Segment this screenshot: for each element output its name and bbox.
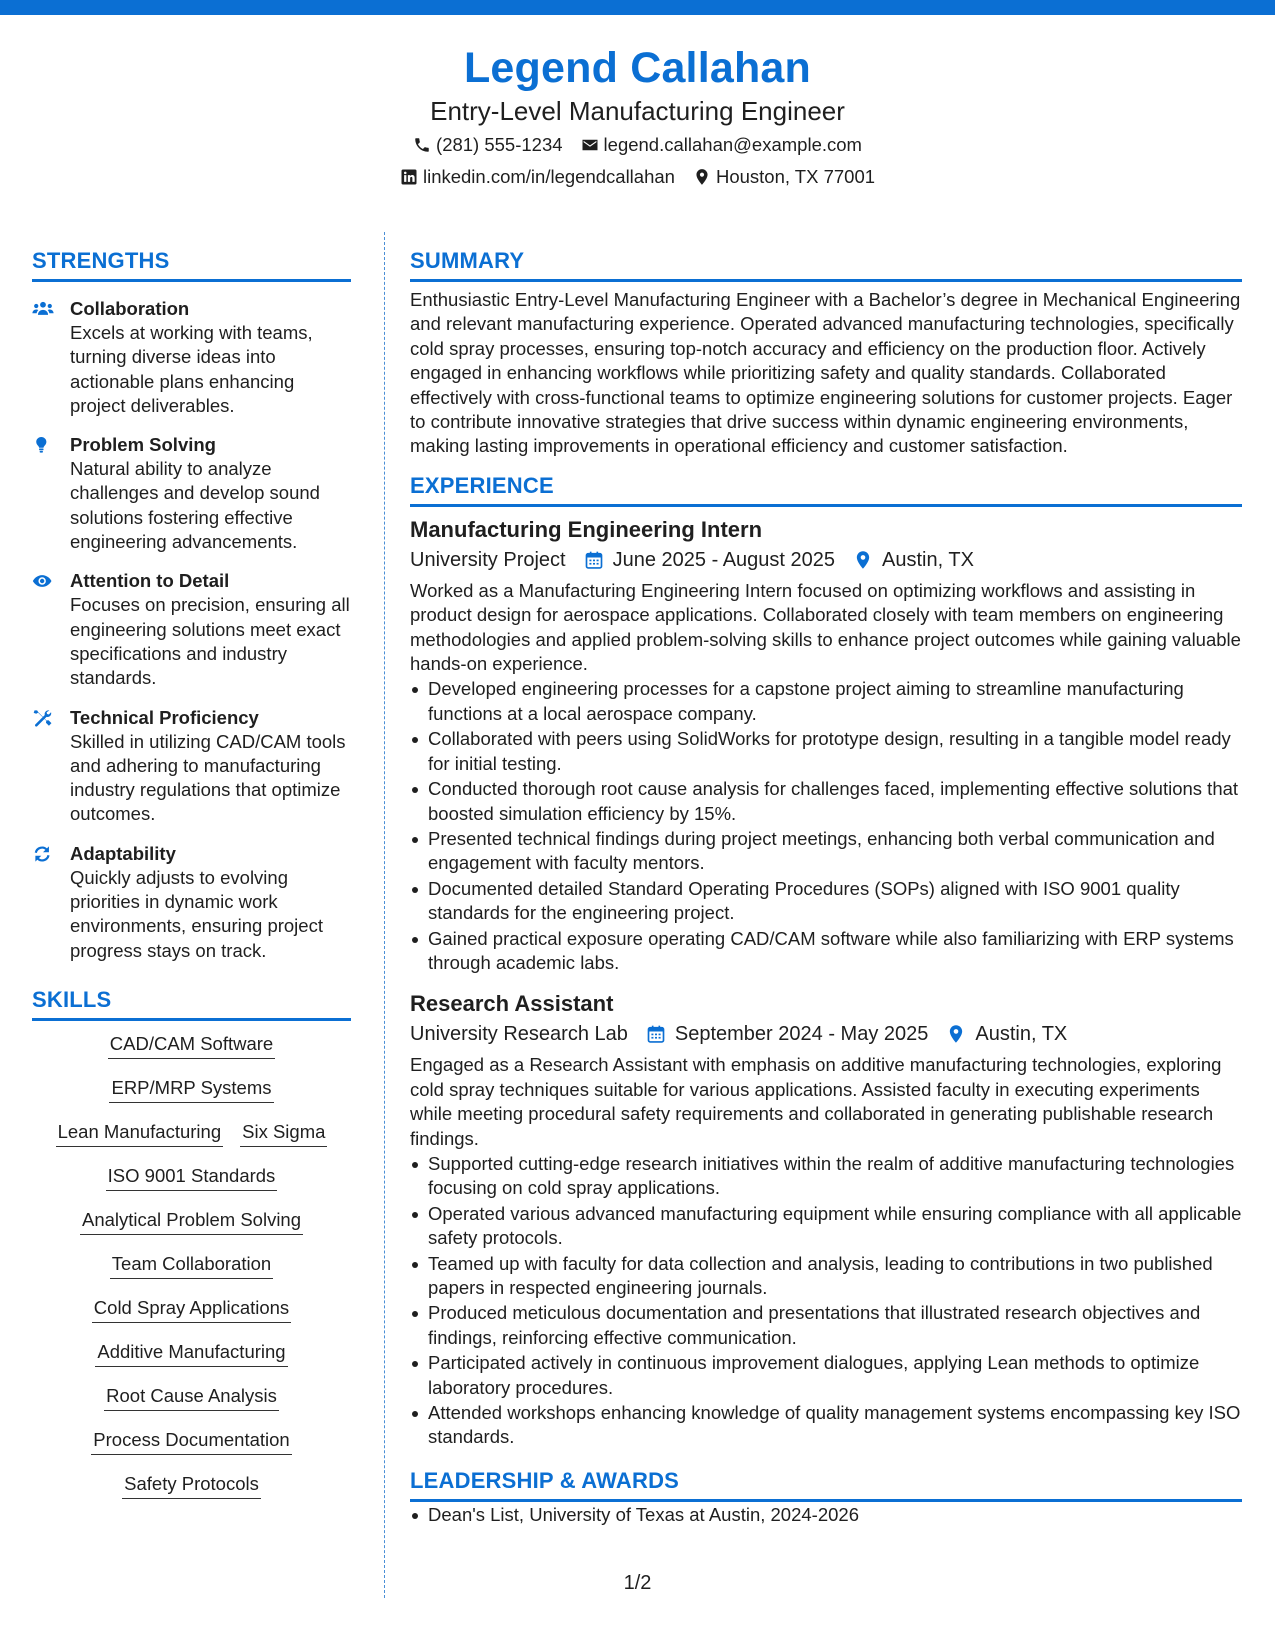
bullet-item: Presented technical findings during project meetings, enhancing both verbal communication and engagement with faculty mentors. xyxy=(410,827,1242,876)
phone-icon xyxy=(413,136,431,154)
tools-icon xyxy=(32,708,54,728)
strengths-heading: STRENGTHS xyxy=(32,246,351,282)
job-dates-group xyxy=(646,1019,929,1049)
strength-description: Natural ability to analyze challenges and develop sound solutions fostering effective engineering advancements. xyxy=(70,458,320,553)
job-meta xyxy=(410,1019,1242,1049)
bullet-item: Participated actively in continuous improvement dialogues, applying Lean methods to optimize laboratory procedures. xyxy=(410,1351,1242,1400)
email-contact[interactable] xyxy=(581,130,862,160)
strength-item xyxy=(32,705,351,827)
skill-tag: Process Documentation xyxy=(91,1427,291,1455)
lightbulb-icon xyxy=(32,435,54,455)
location-text: Houston, TX 77001 xyxy=(715,166,876,187)
bullet-item: Collaborated with peers using SolidWorks for prototype design, resulting in a tangible model ready for initial testing. xyxy=(410,727,1242,776)
skill-tag: Six Sigma xyxy=(240,1119,327,1147)
job-description: Engaged as a Research Assistant with emphasis on additive manufacturing technologies, exploring cold spray techniques suitable for various applications. Assisted faculty in executing experiments while meeting procedural safety requirements and collaborated in generating publishable research findings. xyxy=(410,1054,1222,1149)
bullet-item: Conducted thorough root cause analysis for challenges faced, implementing effective solutions that boosted simulation efficiency by 15%. xyxy=(410,777,1242,826)
bullet-item: Developed engineering processes for a capstone project aiming to streamline manufacturing functions at a local aerospace company. xyxy=(410,677,1242,726)
location-contact xyxy=(693,162,875,192)
skill-tag: Safety Protocols xyxy=(122,1471,261,1499)
eye-icon xyxy=(32,571,54,591)
job-bullets xyxy=(410,677,1242,975)
calendar-icon xyxy=(646,1024,666,1044)
calendar-icon xyxy=(584,550,604,570)
map-pin-icon xyxy=(946,1024,966,1044)
bullet-item: Operated various advanced manufacturing equipment while ensuring compliance with all applicable safety protocols. xyxy=(410,1202,1242,1251)
contact-row-2 xyxy=(0,162,1275,192)
top-accent-bar xyxy=(0,0,1275,15)
job-org: University Project xyxy=(410,548,566,571)
strength-description: Excels at working with teams, turning diverse ideas into actionable plans enhancing project deliverables. xyxy=(70,322,313,416)
summary-heading: SUMMARY xyxy=(410,246,1242,282)
job-entry xyxy=(410,989,1242,1450)
strength-title: Adaptability xyxy=(70,842,176,864)
envelope-icon xyxy=(581,136,599,154)
award-item: Dean's List, University of Texas at Austin, 2024-2026 xyxy=(410,1503,1242,1527)
bullet-item: Gained practical exposure operating CAD/CAM software while also familiarizing with ERP systems through academic labs. xyxy=(410,927,1242,976)
bullet-item: Supported cutting-edge research initiatives within the realm of additive manufacturing technologies focusing on cold spray applications. xyxy=(410,1152,1242,1201)
job-meta xyxy=(410,545,1242,575)
job-location: Austin, TX xyxy=(975,1023,1068,1046)
candidate-name: Legend Callahan xyxy=(463,44,812,92)
skill-tag: Lean Manufacturing xyxy=(56,1119,224,1147)
contact-row-1 xyxy=(0,130,1275,160)
skill-tag: ISO 9001 Standards xyxy=(106,1163,278,1191)
experience-heading: EXPERIENCE xyxy=(410,471,1242,507)
job-title: Research Assistant xyxy=(410,991,614,1017)
strength-title: Technical Proficiency xyxy=(70,706,259,728)
strength-title: Problem Solving xyxy=(70,434,216,456)
map-pin-icon xyxy=(853,550,873,570)
skill-tag: ERP/MRP Systems xyxy=(109,1075,273,1103)
job-org: University Research Lab xyxy=(410,1023,628,1046)
candidate-title: Entry-Level Manufacturing Engineer xyxy=(430,96,845,126)
linkedin-icon xyxy=(400,168,418,186)
page-number: 1/2 xyxy=(623,1572,652,1594)
job-title: Manufacturing Engineering Intern xyxy=(410,516,763,542)
skill-tag: Root Cause Analysis xyxy=(104,1383,279,1411)
job-location-group xyxy=(946,1019,1067,1049)
strength-description: Quickly adjusts to evolving priorities in dynamic work environments, ensuring project progress stays on track. xyxy=(70,866,323,961)
job-location: Austin, TX xyxy=(882,548,974,571)
map-pin-icon xyxy=(693,168,711,186)
strength-description: Focuses on precision, ensuring all engineering solutions meet exact specifications and industry standards. xyxy=(70,594,350,689)
job-location-group xyxy=(853,545,974,575)
skill-tag: Team Collaboration xyxy=(110,1251,273,1279)
strength-item xyxy=(32,841,351,963)
phone-contact[interactable] xyxy=(413,130,563,160)
skill-tag: Analytical Problem Solving xyxy=(80,1207,303,1235)
left-column xyxy=(32,246,351,1515)
strength-title: Collaboration xyxy=(70,298,190,319)
skills-heading: SKILLS xyxy=(32,985,351,1021)
bullet-item: Documented detailed Standard Operating Procedures (SOPs) aligned with ISO 9001 quality standards for the engineering project. xyxy=(410,877,1242,926)
sync-icon xyxy=(32,844,54,864)
skill-tag: Additive Manufacturing xyxy=(95,1339,287,1367)
phone-text: (281) 555-1234 xyxy=(436,134,563,155)
bullet-item: Attended workshops enhancing knowledge of quality management systems encompassing key ISO standards. xyxy=(410,1401,1242,1450)
job-dates: September 2024 - May 2025 xyxy=(674,1023,929,1046)
strength-title: Attention to Detail xyxy=(70,570,230,592)
job-entry xyxy=(410,515,1242,976)
job-dates: June 2025 - August 2025 xyxy=(612,548,836,571)
right-column xyxy=(410,246,1242,1528)
bullet-item: Teamed up with faculty for data collection and analysis, leading to contributions in two published papers in respected engineering journals. xyxy=(410,1252,1242,1301)
strength-item xyxy=(32,296,351,418)
users-icon xyxy=(32,299,54,319)
skills-list xyxy=(32,1031,351,1515)
bullet-item: Produced meticulous documentation and presentations that illustrated research objectives and findings, reinforcing effective communication. xyxy=(410,1301,1242,1350)
leadership-list xyxy=(410,1503,1242,1527)
column-divider xyxy=(384,232,385,1598)
email-text: legend.callahan@example.com xyxy=(603,134,862,155)
job-dates-group xyxy=(584,545,835,575)
strength-description: Skilled in utilizing CAD/CAM tools and adhering to manufacturing industry regulations that optimize outcomes. xyxy=(70,730,346,825)
skill-tag: CAD/CAM Software xyxy=(108,1031,275,1059)
linkedin-text: linkedin.com/in/legendcallahan xyxy=(422,166,675,187)
linkedin-contact[interactable] xyxy=(400,162,675,192)
strength-item xyxy=(32,568,351,690)
job-description: Worked as a Manufacturing Engineering Intern focused on optimizing workflows and assisting in product design for aerospace applications. Collaborated closely with team members on engineering methodologies and applied problem-solving skills to enhance project outcomes while gaining valuable hands-on experience. xyxy=(410,579,1241,675)
resume-header xyxy=(0,42,1275,192)
job-bullets xyxy=(410,1152,1242,1450)
leadership-heading: LEADERSHIP & AWARDS xyxy=(410,1466,1242,1502)
summary-text: Enthusiastic Entry-Level Manufacturing Engineer with a Bachelor’s degree in Mechanical Engineering and relevant manufacturing experience. Operated advanced manufacturing technologies, specifically cold spray processes, ensuring top-notch accuracy and efficiency on the production floor. Actively engaged in enhancing workflows while prioritizing safety and quality standards. Collaborated effectively with cross-functional teams to optimize engineering solutions for customer projects. Eager to contribute innovative strategies that drive success within dynamic engineering environments, making lasting improvements in operational efficiency and customer satisfaction. xyxy=(410,289,1241,457)
strength-item xyxy=(32,432,351,554)
skill-tag: Cold Spray Applications xyxy=(92,1295,291,1323)
